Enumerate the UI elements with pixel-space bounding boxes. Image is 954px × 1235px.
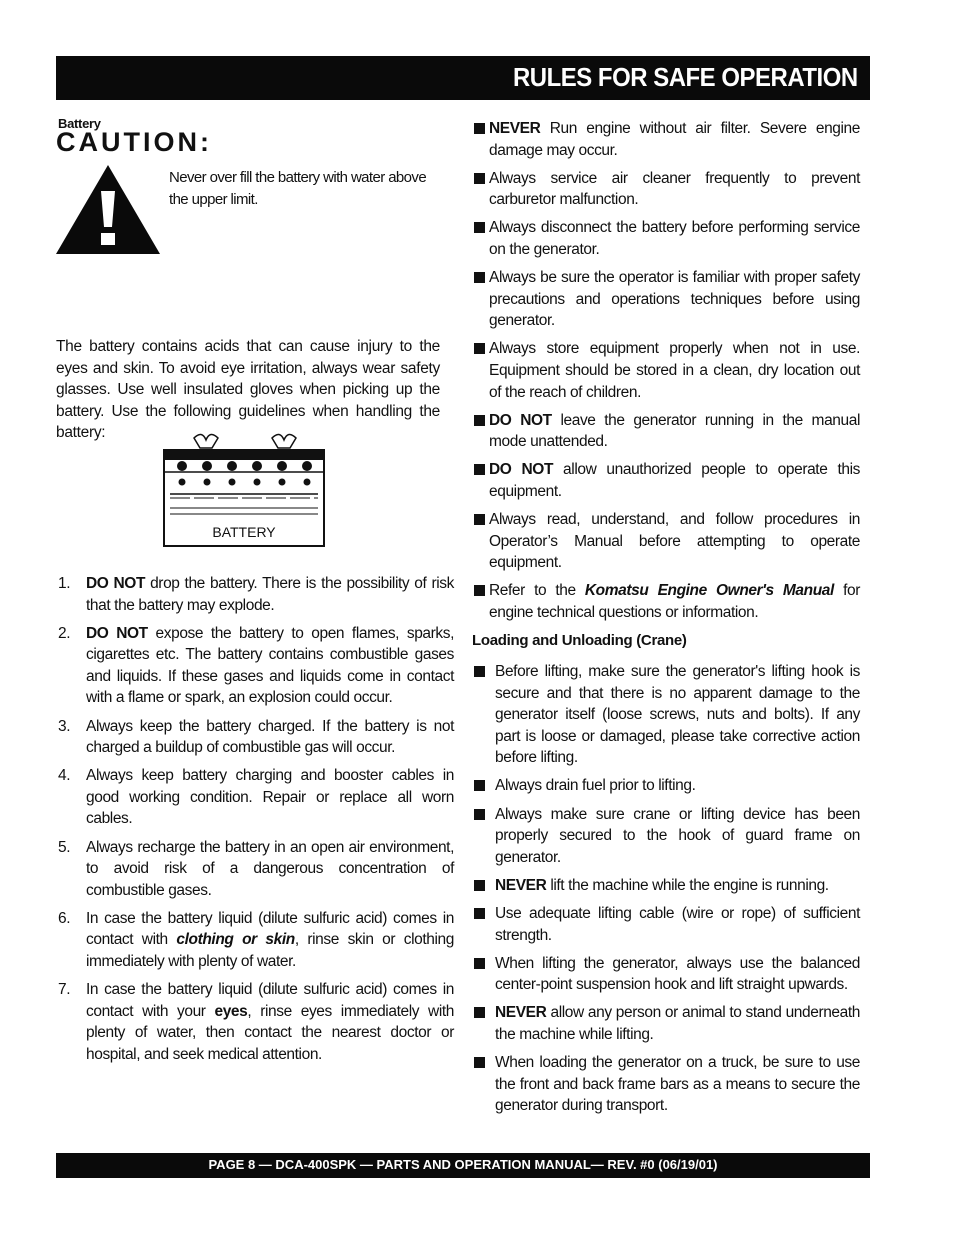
header-bar — [56, 56, 870, 100]
caution-text: Never over fill the battery with water above the upper limit. — [169, 169, 427, 208]
caution-block — [56, 165, 454, 285]
list-item: Always read, understand, and follow procedures in Operator’s Manual before attempting to operate equipment. — [472, 509, 860, 574]
bullet-square-icon — [474, 880, 485, 891]
list-item: Always disconnect the battery before performing service on the generator. — [472, 217, 860, 260]
bullet-square-icon — [474, 1057, 485, 1068]
list-item: Use adequate lifting cable (wire or rope) of sufficient strength. — [472, 903, 860, 946]
bullet-square-icon — [474, 780, 485, 791]
list-item: When loading the generator on a truck, be sure to use the front and back frame bars as a means to secure the generator during transport. — [472, 1052, 860, 1117]
bullet-square-icon — [474, 173, 485, 184]
bullet-square-icon — [474, 123, 485, 134]
list-item: 6. In case the battery liquid (dilute sulfuric acid) comes in contact with clothing or skin, rinse skin or clothing immediately with plenty of water. — [58, 909, 454, 970]
list-item: Always service air cleaner frequently to prevent carburetor malfunction. — [472, 168, 860, 211]
bullet-square-icon — [474, 1007, 485, 1018]
list-item: Refer to the Komatsu Engine Owner's Manual for engine technical questions or information. — [472, 580, 860, 623]
battery-illustration-label: BATTERY — [212, 523, 276, 540]
left-column — [56, 116, 454, 1072]
list-item: 1. DO NOT drop the battery. There is the possibility of risk that the battery may explode. — [58, 574, 454, 614]
bullet-square-icon — [474, 809, 485, 820]
list-item: 3. Always keep the battery charged. If the battery is not charged a buildup of combustible gas will occur. — [58, 717, 454, 757]
section-label: Battery — [58, 116, 101, 131]
bullet-square-icon — [474, 958, 485, 969]
warning-triangle-icon — [56, 165, 160, 255]
list-item: Always drain fuel prior to lifting. — [472, 775, 860, 797]
list-item: NEVER allow any person or animal to stand underneath the machine while lifting. — [472, 1002, 860, 1045]
bullet-square-icon — [474, 343, 485, 354]
battery-illustration — [162, 428, 328, 550]
list-item: Before lifting, make sure the generator's lifting hook is secure and that there is no apparent damage to the generator itself (loose screws, nuts and bolts). If any part is loose or damaged, please take corrective action before lifting. — [472, 661, 860, 769]
bullet-square-icon — [474, 585, 485, 596]
loading-section-heading: Loading and Unloading (Crane) — [472, 631, 687, 649]
list-item: Always make sure crane or lifting device has been properly secured to the hook of guard frame on generator. — [472, 804, 860, 869]
list-item: DO NOT leave the generator running in the manual mode unattended. — [472, 410, 860, 453]
bullet-square-icon — [474, 272, 485, 283]
caution-heading: CAUTION: — [56, 127, 212, 157]
list-item: DO NOT allow unauthorized people to operate this equipment. — [472, 459, 860, 502]
bullet-square-icon — [474, 514, 485, 525]
list-item: NEVER lift the machine while the engine is running. — [472, 875, 860, 897]
bullet-square-icon — [474, 666, 485, 677]
list-item: Always be sure the operator is familiar with proper safety precautions and operations techniques before using generator. — [472, 267, 860, 332]
bullet-square-icon — [474, 222, 485, 233]
list-item: Always store equipment properly when not in use. Equipment should be stored in a clean, dry location out of the reach of children. — [472, 338, 860, 403]
bullet-square-icon — [474, 908, 485, 919]
battery-intro-paragraph: The battery contains acids that can cause injury to the eyes and skin. To avoid eye irritation, always wear safety glasses. Use well insulated gloves when picking up the battery. Use the following guidelines when handling the battery: — [56, 338, 440, 442]
bullet-square-icon — [474, 415, 485, 426]
list-item: 4. Always keep battery charging and booster cables in good working condition. Repair or replace all worn cables. — [58, 767, 454, 828]
footer-bar — [56, 1153, 870, 1178]
list-item: 5. Always recharge the battery in an open air environment, to avoid risk of a dangerous concentration of combustible gases. — [58, 838, 454, 899]
list-item: NEVER Run engine without air filter. Severe engine damage may occur. — [472, 118, 860, 161]
list-item: When lifting the generator, always use the balanced center-point suspension hook and lift straight upwards. — [472, 953, 860, 996]
right-column — [472, 118, 860, 1123]
list-item: 2. DO NOT expose the battery to open flames, sparks, cigarettes etc. The battery contains combustible gases and liquids. If these gases and liquids come in contact with a flame or spark, an explosion could occur. — [58, 624, 455, 707]
page-footer: PAGE 8 — DCA-400SPK — PARTS AND OPERATION MANUAL— REV. #0 (06/19/01) — [208, 1157, 718, 1172]
bullet-square-icon — [474, 464, 485, 475]
list-item: 7. In case the battery liquid (dilute sulfuric acid) comes in contact with your eyes, rinse eyes immediately with plenty of water, then contact the nearest doctor or hospital, and seek medical attention. — [58, 981, 454, 1063]
battery-guidelines-list — [56, 573, 454, 1065]
page-title: RULES FOR SAFE OPERATION — [513, 62, 858, 92]
